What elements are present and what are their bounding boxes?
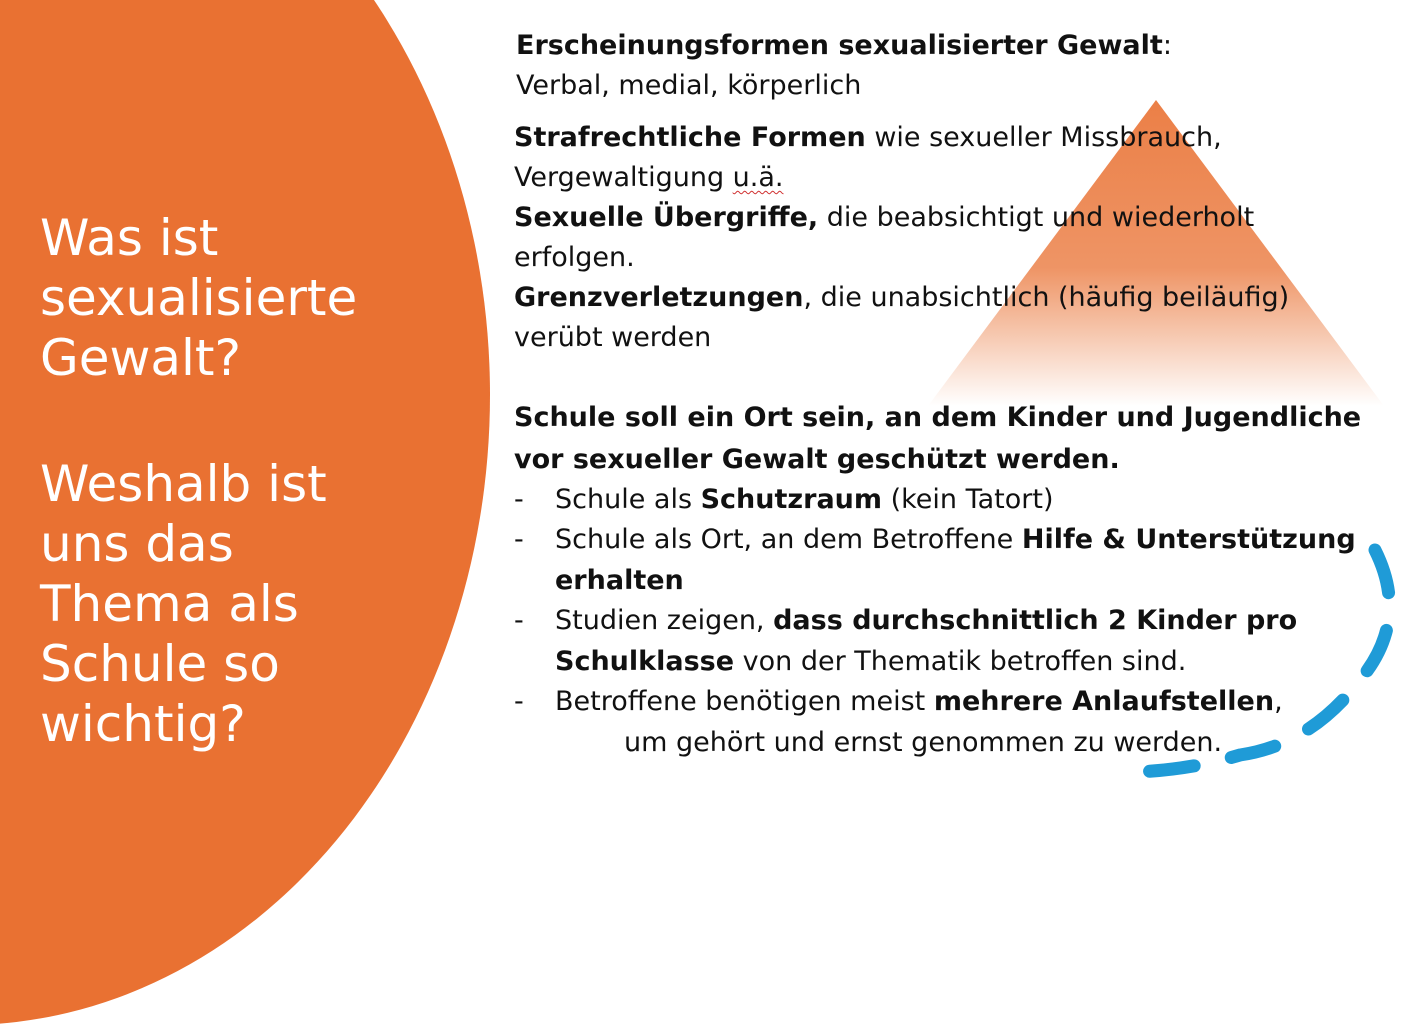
bullet-2-bold: Hilfe & Unterstützung bbox=[1021, 524, 1356, 555]
bullet-1-text: Schule als bbox=[555, 484, 701, 515]
bullet-3-text-end: von der Thematik betroffen sind. bbox=[734, 646, 1187, 677]
uebergriffe-label: Sexuelle Übergriffe, bbox=[514, 202, 819, 233]
strafrecht-line-2 bbox=[514, 158, 784, 198]
bullet-1 bbox=[555, 480, 1054, 520]
bullet-4-comma: , bbox=[1274, 686, 1283, 717]
strafrecht-line bbox=[514, 118, 1222, 158]
bullet-3-line-2 bbox=[555, 642, 1186, 682]
strafrecht-text-2: Vergewaltigung bbox=[514, 162, 733, 193]
bullet-2-line-2: erhalten bbox=[555, 565, 684, 596]
bullet-marker: - bbox=[514, 524, 524, 555]
forms-colon: : bbox=[1162, 30, 1172, 61]
grenz-text: , die unabsichtlich (häufig beiläufig) bbox=[803, 282, 1290, 313]
bullet-1-text-end: (kein Tatort) bbox=[882, 484, 1054, 515]
bullet-3-bold-2: Schulklasse bbox=[555, 646, 735, 677]
title-question-2: Weshalb ist uns das Thema als Schule so wichtig? bbox=[40, 455, 327, 753]
grenz-text-2: verübt werden bbox=[514, 322, 712, 353]
strafrecht-text: wie sexueller Missbrauch, bbox=[865, 122, 1222, 153]
dashed-arc-decoration bbox=[1120, 530, 1408, 790]
bullet-1-bold: Schutzraum bbox=[700, 484, 883, 515]
forms-heading: Erscheinungsformen sexualisierter Gewalt bbox=[516, 30, 1163, 61]
forms-types: Verbal, medial, körperlich bbox=[516, 70, 862, 101]
strafrecht-abbr: u.ä. bbox=[732, 162, 784, 193]
bullet-3-text: Studien zeigen, bbox=[555, 605, 774, 636]
bullet-marker: - bbox=[514, 484, 524, 515]
strafrecht-label: Strafrechtliche Formen bbox=[514, 122, 866, 153]
bullet-3-bold: dass durchschnittlich 2 Kinder pro bbox=[773, 605, 1298, 636]
bullet-4-text: Betroffene benötigen meist bbox=[555, 686, 934, 717]
school-statement-1: Schule soll ein Ort sein, an dem Kinder und Jugendliche bbox=[514, 402, 1362, 433]
bullet-marker: - bbox=[514, 605, 524, 636]
title-question-1: Was ist sexualisierte Gewalt? bbox=[40, 209, 358, 387]
grenz-label: Grenzverletzungen bbox=[514, 282, 804, 313]
bullet-marker: - bbox=[514, 686, 524, 717]
uebergriffe-line bbox=[514, 198, 1254, 238]
bullet-4-bold: mehrere Anlaufstellen bbox=[933, 686, 1275, 717]
school-statement-2: vor sexueller Gewalt geschützt werden. bbox=[514, 444, 1120, 475]
bullet-4-line-2: um gehört und ernst genommen zu werden. bbox=[624, 727, 1223, 758]
forms-heading-line bbox=[516, 26, 1172, 66]
uebergriffe-text-2: erfolgen. bbox=[514, 242, 635, 273]
grenz-line bbox=[514, 278, 1289, 318]
bullet-2-text: Schule als Ort, an dem Betroffene bbox=[555, 524, 1022, 555]
uebergriffe-text: die beabsichtigt und wiederholt bbox=[818, 202, 1255, 233]
